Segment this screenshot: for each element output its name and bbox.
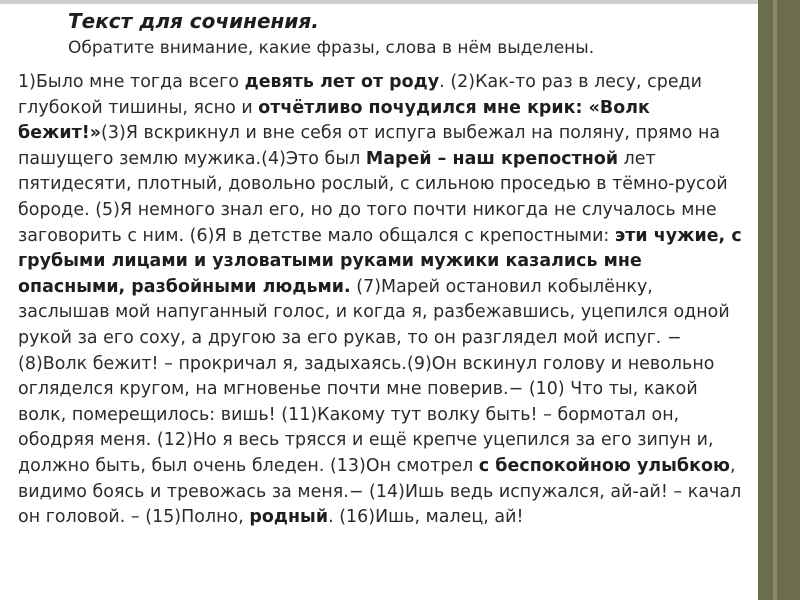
decorative-sidebar	[758, 0, 800, 600]
text-segment: (7)Марей остановил кобылёнку, заслышав мой напуганный голос, и когда я, разбежавшись, уцепился одной рукой за его соху, а другою за его рукав, то он разглядел мой испуг. − (8)Волк бежит! – прокричал я, задыхаясь.(9)Он вскинул голову и невольно огляделся кругом, на мгновенье почти мне поверив.− (10) Что ты, какой волк, померещилось: вишь! (11)Какому тут волку быть! – бормотал он, ободряя меня. (12)Но я весь трясся и ещё крепче уцепился за его зипун и, должно быть, был очень бледен. (13)Он смотрел	[18, 276, 730, 476]
highlighted-phrase: эти чужие, с грубыми лицами и узловатыми руками мужики казались мне опасными, разбойными людьми.	[18, 225, 742, 297]
text-segment: 1)Было мне тогда всего	[18, 72, 245, 92]
highlighted-phrase: отчётливо почудился мне крик: «Волк бежит!»	[18, 97, 650, 144]
slide-header	[68, 8, 748, 60]
text-segment: . (2)Как-то раз в лесу, среди глубокой тишины, ясно и	[18, 72, 702, 118]
highlighted-phrase: девять лет от роду	[244, 72, 440, 92]
highlighted-phrase: Марей – наш крепостной	[365, 148, 619, 169]
top-band	[0, 0, 758, 4]
text-segment: (3)Я вскрикнул и вне себя от испуга выбежал на поляну, прямо на пашущего землю мужика.(4)Это был	[18, 123, 721, 169]
text-segment: лет пятидесяти, плотный, довольно рослый, с сильною проседью в тёмно-русой бороде. (5)Я немного знал его, но до того почти никогда не случалось мне заговорить с ним. (6)Я в детстве мало общался с крепостными:	[18, 148, 728, 246]
slide-title: Текст для сочинения.	[68, 9, 319, 33]
highlighted-phrase: родный	[249, 507, 329, 528]
highlighted-phrase: с беспокойною улыбкою	[478, 455, 730, 476]
slide-subtitle: Обратите внимание, какие фразы, слова в нём выделены.	[68, 38, 595, 58]
text-segment: , видимо боясь и тревожась за меня.− (14)Ишь ведь испужался, ай-ай! – качал он головой. – (15)Полно,	[18, 455, 742, 528]
essay-text	[18, 70, 742, 531]
text-segment: . (16)Ишь, малец, ай!	[328, 507, 524, 528]
decorative-sidebar-stripe	[773, 0, 777, 600]
